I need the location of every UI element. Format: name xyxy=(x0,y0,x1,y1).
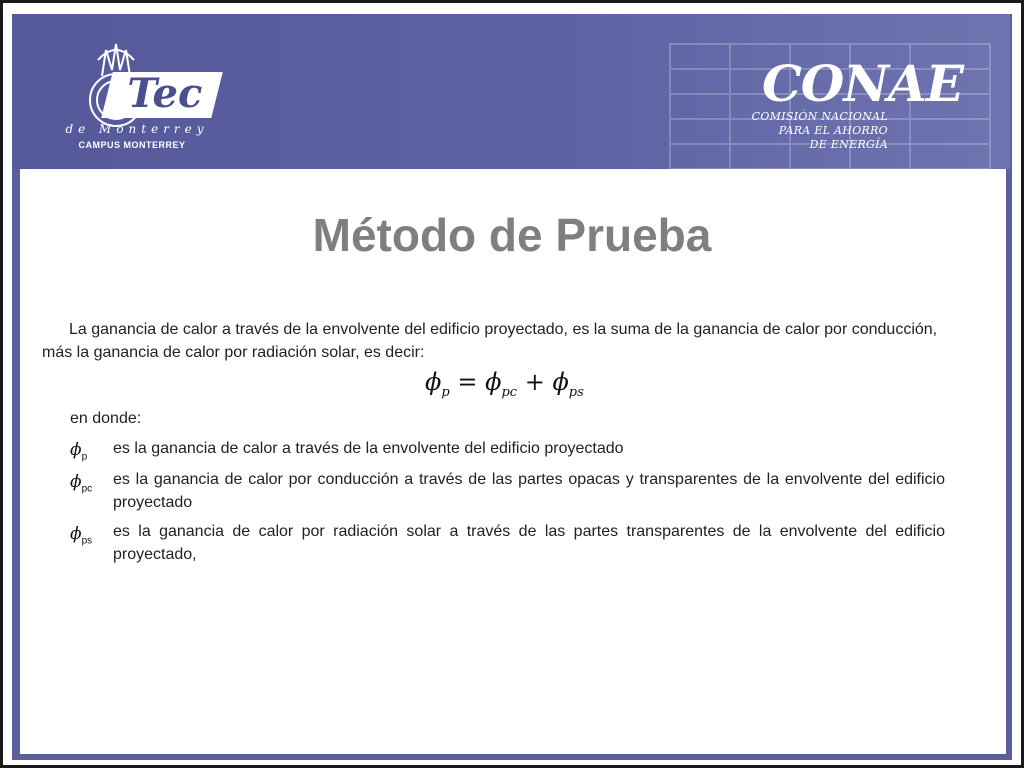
formula-plus: + xyxy=(524,368,545,396)
formula-term2-symbol: ϕ xyxy=(552,368,569,396)
tec-campus-label: CAMPUS MONTERREY xyxy=(78,140,186,150)
formula-equals: = xyxy=(457,368,478,396)
definition-symbol-pc xyxy=(70,472,92,494)
slide-header-banner xyxy=(12,14,1010,169)
formula-term1-symbol: ϕ xyxy=(485,368,502,396)
slide-title: Método de Prueba xyxy=(312,209,712,261)
intro-paragraph-text: La ganancia de calor a través de la envolvente del edificio proyectado, es la suma de la ganancia de calor por conducción, más la ganancia de calor por radiación solar, es decir: xyxy=(42,321,938,361)
definition-sub: pc xyxy=(81,483,93,495)
tec-subtitle: de Monterrey xyxy=(65,122,209,136)
definition-symbol-ps xyxy=(70,524,92,546)
definition-text-p: es la ganancia de calor a través de la envolvente del edificio proyectado xyxy=(113,440,624,457)
conae-line-3: DE ENERGÍA xyxy=(809,138,888,151)
definition-text-pc: es la ganancia de calor por conducción a través de las partes opacas y transparentes de la envolvente del edificio proyectado xyxy=(113,471,945,511)
formula-lhs-symbol: ϕ xyxy=(425,368,442,396)
definition-sub: p xyxy=(81,451,88,463)
where-label: en donde: xyxy=(70,410,142,427)
definition-phi: ϕ xyxy=(70,440,82,460)
conae-line-1: COMISIÓN NACIONAL xyxy=(751,110,888,123)
formula-term2-sub: ps xyxy=(568,384,584,400)
tec-brand-text: Tec xyxy=(127,70,203,117)
heat-gain-formula xyxy=(425,368,584,400)
tec-wordmark xyxy=(101,72,222,118)
conae-logo-text: CONAE xyxy=(762,54,963,113)
definition-phi: ϕ xyxy=(70,524,82,544)
conae-line-2: PARA EL AHORRO xyxy=(778,124,888,137)
intro-paragraph xyxy=(42,318,947,364)
definition-sub: ps xyxy=(81,535,93,547)
definition-symbol-p xyxy=(70,440,87,462)
definition-phi: ϕ xyxy=(70,472,82,492)
formula-lhs-sub: p xyxy=(441,384,450,400)
formula-term1-sub: pc xyxy=(501,384,518,400)
definition-text-ps: es la ganancia de calor por radiación solar a través de las partes transparentes de la envolvente del edificio proyectado, xyxy=(113,523,945,563)
